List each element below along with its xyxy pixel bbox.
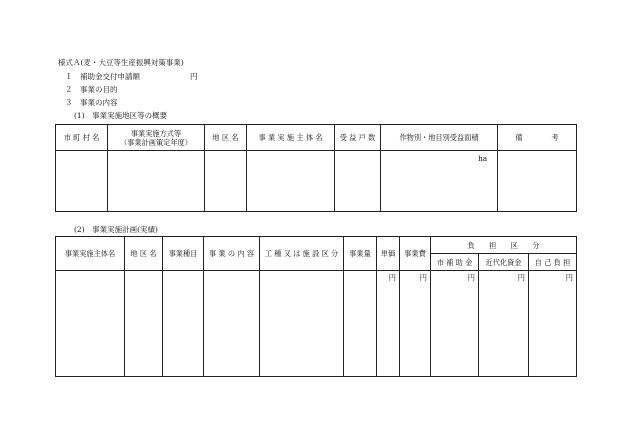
cell-project-content[interactable] — [204, 271, 260, 377]
content-label: ３ 事業の内容 — [65, 98, 118, 107]
cell-work-category[interactable] — [260, 271, 344, 377]
cell-unit-price[interactable] — [377, 271, 400, 377]
cell-beneficiary-area[interactable] — [381, 151, 498, 212]
cell-project-cost[interactable] — [400, 271, 431, 377]
subsidy-amount-unit: 円 — [190, 72, 198, 81]
cell-city-subsidy[interactable] — [431, 271, 479, 377]
unit-yen: 円 — [419, 273, 427, 282]
section1-label: (1) 事業実施地区等の概要 — [74, 111, 168, 120]
header-project-cost: 事業費 — [400, 237, 431, 271]
cell-project-volume[interactable] — [344, 271, 377, 377]
header-implementation-method-line1: 事業実施方式等 — [130, 128, 182, 138]
cell-modernization-fund[interactable] — [479, 271, 529, 377]
header-beneficiary-area: 作物別・地目別受益面積 — [381, 125, 498, 151]
header-unit-price: 単価 — [377, 237, 400, 271]
cell-remarks[interactable] — [498, 151, 577, 212]
header-district-name: 地 区 名 — [205, 125, 247, 151]
district-overview-table — [55, 124, 577, 212]
subsidy-amount-label: １ 補助金交付申請額 — [65, 72, 140, 81]
header-municipality: 市 町 村 名 — [56, 125, 108, 151]
header-burden-category: 負 担 区 分 — [431, 237, 577, 254]
header-self-burden: 自 己 負 担 — [529, 254, 577, 271]
cell-municipality[interactable] — [56, 151, 108, 212]
form-title: 様式Ａ(麦・大豆等生産振興対策事業) — [58, 58, 184, 67]
cell-implementing-entity[interactable] — [247, 151, 335, 212]
header-project-volume: 事業量 — [344, 237, 377, 271]
purpose-label: ２ 事業の目的 — [65, 85, 118, 94]
unit-yen: 円 — [517, 273, 525, 282]
cell-self-burden[interactable] — [529, 271, 577, 377]
unit-yen: 円 — [467, 273, 475, 282]
header-implementing-entity: 事業実施主体名 — [56, 237, 125, 271]
header-city-subsidy: 市 補 助 金 — [431, 254, 479, 271]
header-remarks: 備 考 — [498, 125, 577, 151]
header-implementation-method-line2: （事業計画策定年度） — [120, 137, 192, 147]
header-district-name: 地 区 名 — [125, 237, 163, 271]
header-project-content: 事 業 の 内 容 — [204, 237, 260, 271]
unit-yen: 円 — [388, 273, 396, 282]
header-work-category: 工 種 又 は 施 設 区 分 — [260, 237, 344, 271]
cell-project-type[interactable] — [163, 271, 204, 377]
cell-district-name[interactable] — [125, 271, 163, 377]
header-implementation-method — [108, 125, 205, 151]
header-implementing-entity: 事 業 実 施 主 体 名 — [247, 125, 335, 151]
header-project-type: 事業種目 — [163, 237, 204, 271]
implementation-plan-table — [55, 236, 577, 377]
cell-beneficiary-households[interactable] — [335, 151, 381, 212]
header-modernization-fund: 近代化資金 — [479, 254, 529, 271]
cell-implementation-method[interactable] — [108, 151, 205, 212]
cell-implementing-entity[interactable] — [56, 271, 125, 377]
cell-district-name[interactable] — [205, 151, 247, 212]
unit-yen: 円 — [565, 273, 573, 282]
section2-label: (2) 事業実施計画(実績) — [74, 225, 158, 234]
unit-ha: ha — [478, 154, 487, 163]
header-beneficiary-households: 受 益 戸 数 — [335, 125, 381, 151]
